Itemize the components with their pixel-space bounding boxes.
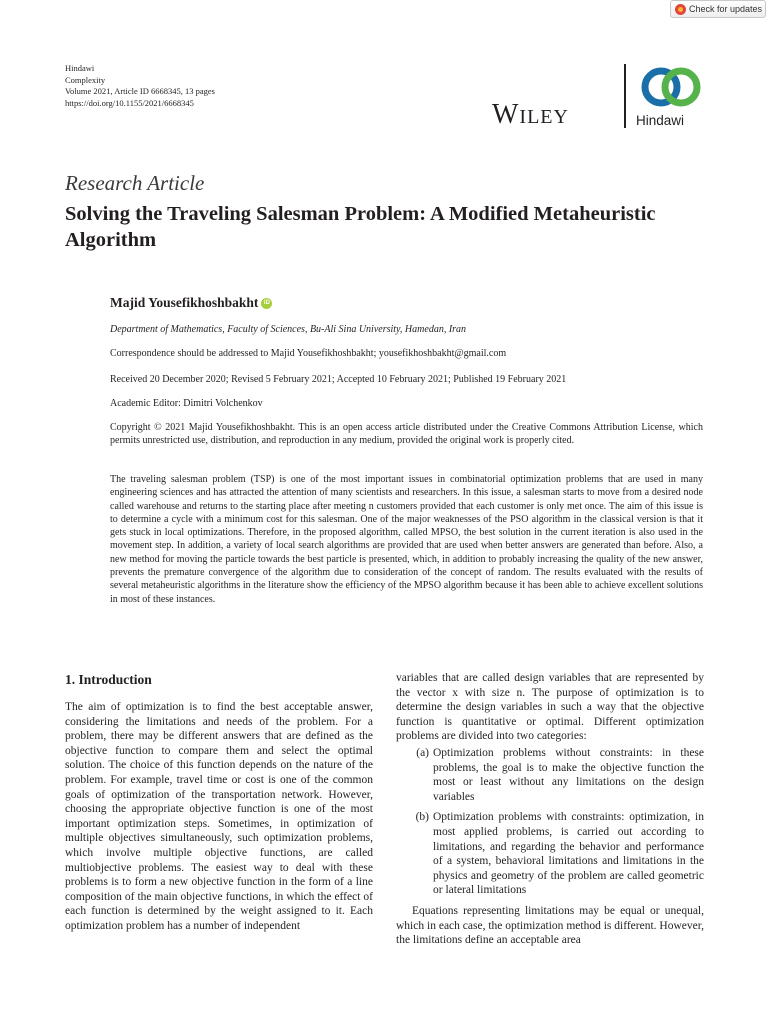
check-for-updates-label: Check for updates bbox=[689, 4, 763, 14]
list-item-text: Optimization problems without constraints: in these problems, the goal is to make the objective function the most or least without any limitations on the design variables bbox=[433, 746, 704, 803]
intro-paragraph: variables that are called design variables that are represented by the vector x with size n. The purpose of optimization is to determine the design variables in such a way that the objective function is quantitative or optimal. Different optimization problems are divided into two categories: bbox=[396, 672, 704, 743]
abstract: The traveling salesman problem (TSP) is one of the most important issues in combinatorial optimization problems that are used in many engineering sciences and has attracted the attention of many scientists and researchers. In this issue, a salesman starts to move from a desired node called warehouse and returns to the starting place after meeting n customers provided that each customer is only met once. The aim of this issue is to determine a cycle with a minimum cost for this salesman. One of the major weaknesses of the PSO algorithm in the classical version is that it gets stuck in local optimizations. Therefore, in the proposed algorithm, called MPSO, the best solution in the current iteration is also used in the movement step. In addition, a variety of local search algorithms are provided that are used when better answers are generated than before. Also, a new method for moving the particle towards the best particle is presented, which, in addition to probably increasing the quality of the new answer, prevents the premature convergence of the algorithm due to consideration of the concept of random. The results evaluated with the results of several metaheuristic algorithms in the literature show the efficiency of the MPSO algorithm because it has been able to achieve excellent solutions in most of these instances. bbox=[110, 474, 703, 605]
hindawi-logo-icon bbox=[636, 62, 706, 112]
affiliation: Department of Mathematics, Faculty of Sciences, Bu-Ali Sina University, Hamedan, Iran bbox=[110, 324, 467, 335]
list-item bbox=[396, 810, 704, 898]
article-type: Research Article bbox=[65, 171, 205, 195]
publication-dates: Received 20 December 2020; Revised 5 February 2021; Accepted 10 February 2021; Published 19 February 2021 bbox=[110, 374, 567, 385]
journal-info bbox=[65, 63, 215, 109]
volume-info: Volume 2021, Article ID 6668345, 13 pages bbox=[65, 86, 215, 96]
check-for-updates-button[interactable] bbox=[670, 0, 766, 18]
correspondence: Correspondence should be addressed to Majid Yousefikhoshbakht; yousefikhoshbakht@gmail.com bbox=[110, 348, 507, 359]
copyright-notice: Copyright © 2021 Majid Yousefikhoshbakht. This is an open access article distributed under the Creative Commons Attribution License, which permits unrestricted use, distribution, and reproduction in any medium, provided the original work is properly cited. bbox=[110, 422, 703, 446]
academic-editor: Academic Editor: Dimitri Volchenkov bbox=[110, 398, 263, 409]
section-heading: 1. Introduction bbox=[65, 672, 152, 687]
intro-paragraph: The aim of optimization is to find the best acceptable answer, considering the limitations and needs of the problem. For a problem, there may be different answers that are defined as the objective function to compare them and select the optimal solution. The choice of this function depends on the nature of the problem. For example, travel time or cost is one of the common goals of optimization of the transportation network. However, choosing the appropriate objective function is one of the most important optimization steps. Sometimes, in optimization of multiple objectives simultaneously, such optimization problems, which involve multiple objective functions, are called multiobjective problems. The easiest way to deal with these problems is to form a new objective function in the form of a line composition of the main objective functions, in which the effect of each function is determined by the weight assigned to it. Each optimization problem has a number of independent bbox=[65, 701, 373, 932]
crossmark-icon bbox=[675, 4, 686, 15]
hindawi-logo-text: Hindawi bbox=[636, 113, 685, 128]
doi-link[interactable]: https://doi.org/10.1155/2021/6668345 bbox=[65, 97, 194, 108]
left-column bbox=[65, 700, 373, 934]
list-item bbox=[396, 746, 704, 804]
article-title: Solving the Traveling Salesman Problem: A Modified Metaheuristic Algorithm bbox=[65, 203, 656, 251]
wiley-logo: Wiley bbox=[492, 99, 569, 130]
publisher-name: Hindawi bbox=[65, 63, 95, 73]
list-item-text: Optimization problems with constraints: optimization, in most applied problems, is carried out according to limitations, and regarding the behavior and performance of a system, behavioral limitations and limitations in the physics and geometry of the problem are called geometric or lateral limitations bbox=[433, 811, 704, 897]
author-name: Majid Yousefikhoshbakht bbox=[110, 295, 259, 310]
right-column bbox=[396, 671, 704, 948]
author bbox=[110, 295, 272, 311]
logo-divider bbox=[624, 64, 626, 128]
list-item-label: (b) bbox=[415, 811, 429, 824]
intro-paragraph: Equations representing limitations may be equal or unequal, which in each case, the optimization method is different. However, the limitations define an acceptable area bbox=[396, 904, 704, 947]
journal-name: Complexity bbox=[65, 74, 106, 85]
orcid-icon[interactable]: iD bbox=[261, 298, 272, 309]
list-item-label: (a) bbox=[416, 746, 429, 759]
